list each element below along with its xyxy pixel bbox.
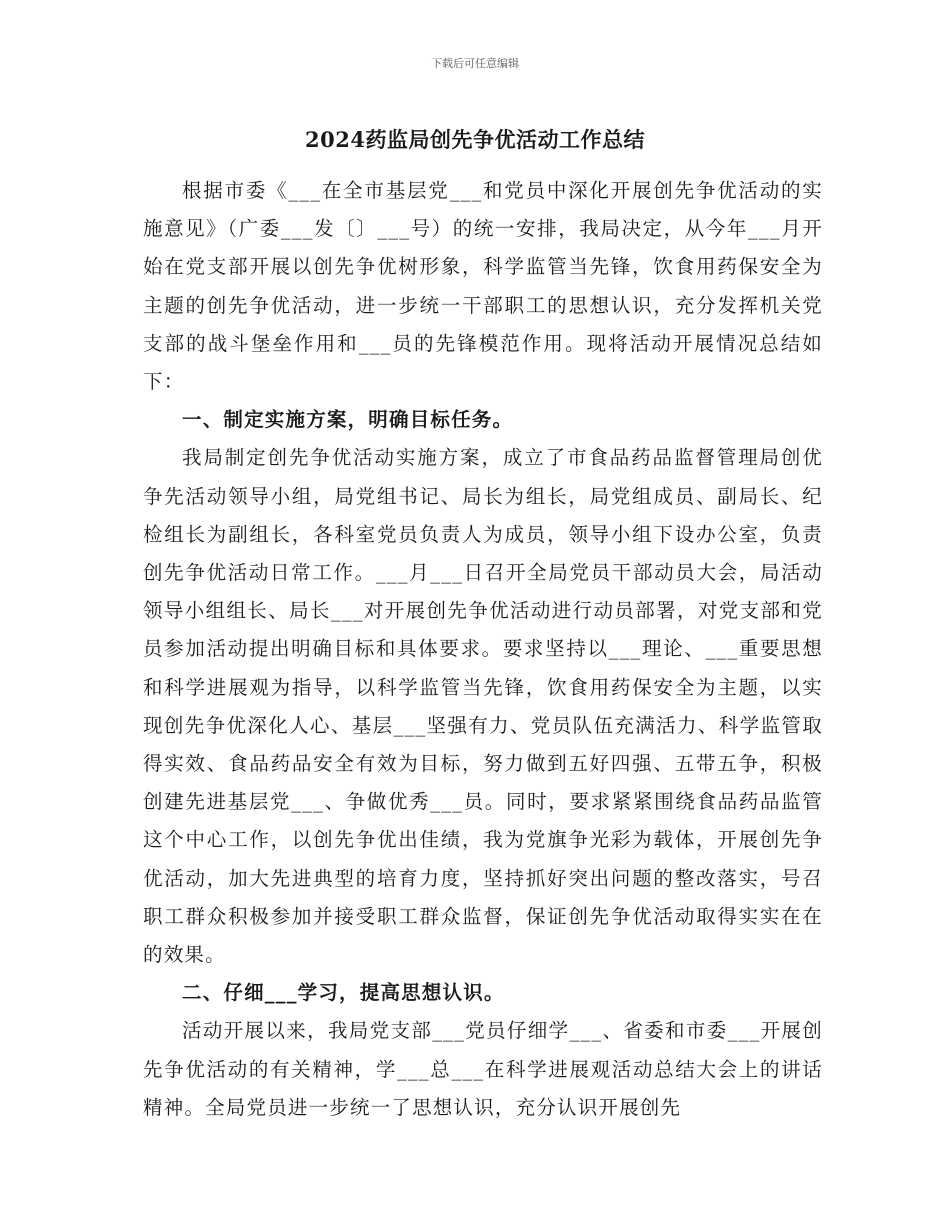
intro-paragraph: 根据市委《___在全市基层党___和党员中深化开展创先争优活动的实施意见》（广委___发〔〕___号）的统一安排，我局决定，从今年___月开始在党支部开展以创先争优树形象，科学监管当先锋，饮食用药保安全为主题的创先争优活动，进一步统一干部职工的思想认识，充分发挥机关党支部的战斗堡垒作用和___员的先锋模范作用。现将活动开展情况总结如下： <box>143 179 823 394</box>
header-note: 下载后可任意编辑 <box>431 57 519 70</box>
section-2-paragraph: 活动开展以来，我局党支部___党员仔细学___、省委和市委___开展创先争优活动的有关精神，学___总___在科学进展观活动总结大会上的讲话精神。全局党员进一步统一了思想认识，充分认识开展创先 <box>143 1019 823 1119</box>
section-heading-2: 二、仔细___学习，提高思想认识。 <box>182 981 505 1005</box>
document-title: 2024药监局创先争优活动工作总结 <box>305 127 645 152</box>
document-body <box>143 172 823 1127</box>
section-1-paragraph: 我局制定创先争优活动实施方案，成立了市食品药品监督管理局创优争先活动领导小组，局党组书记、局长为组长，局党组成员、副局长、纪检组长为副组长，各科室党员负责人为成员，领导小组下设办公室，负责创先争优活动日常工作。___月___日召开全局党员干部动员大会，局活动领导小组组长、局长___对开展创先争优活动进行动员部署，对党支部和党员参加活动提出明确目标和具体要求。要求坚持以___理论、___重要思想和科学进展观为指导，以科学监管当先锋，饮食用药保安全为主题，以实现创先争优深化人心、基层___坚强有力、党员队伍充满活力、科学监管取得实效、食品药品安全有效为目标，努力做到五好四强、五带五争，积极创建先进基层党___、争做优秀___员。同时，要求紧紧围绕食品药品监管这个中心工作，以创先争优出佳绩，我为党旗争光彩为载体，开展创先争优活动，加大先进典型的培育力度，坚持抓好突出问题的整改落实，号召职工群众积极参加并接受职工群众监督，保证创先争优活动取得实实在在的效果。 <box>143 446 823 967</box>
section-heading-1: 一、制定实施方案，明确目标任务。 <box>182 408 514 432</box>
